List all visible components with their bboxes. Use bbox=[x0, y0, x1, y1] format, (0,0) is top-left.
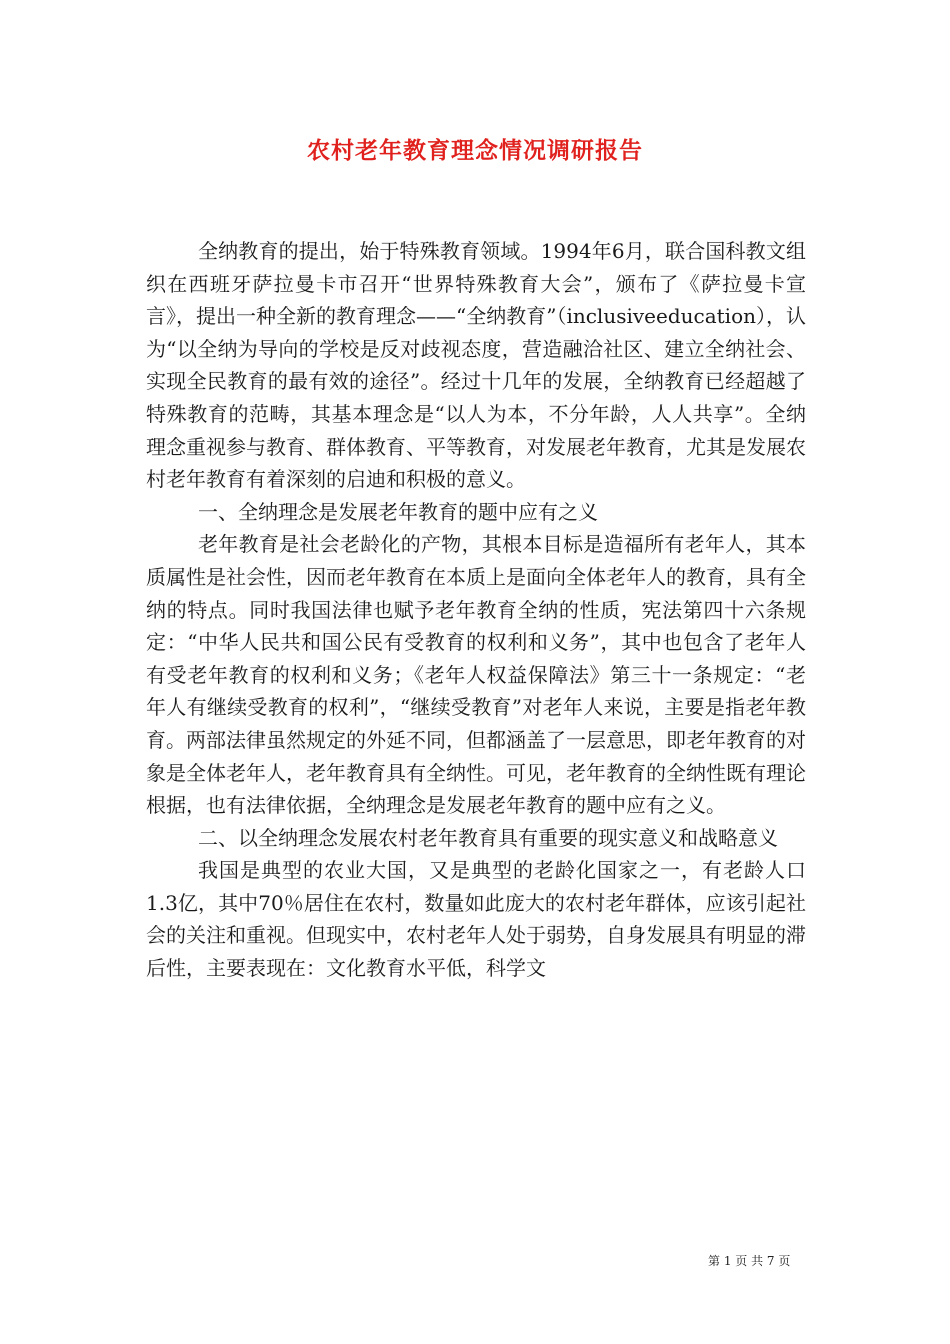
section-heading-1: 一、全纳理念是发展老年教育的题中应有之义 bbox=[198, 499, 598, 524]
paragraph-intro: 全纳教育的提出，始于特殊教育领域。1994年6月，联合国科教文组织在西班牙萨拉曼卡市召开“世界特殊教育大会”，颁布了《萨拉曼卡宣言》，提出一种全新的教育理念——“全纳教育”（inclusiveeducation），认为“以全纳为导向的学校是反对歧视态度，营造融洽社区、建立全纳社会、实现全民教育的最有效的途径”。经过十几年的发展，全纳教育已经超越了特殊教育的范畴，其基本理念是“以人为本，不分年龄，人人共享”。全纳理念重视参与教育、群体教育、平等教育，对发展老年教育，尤其是发展农村老年教育有着深刻的启迪和积极的意义。 bbox=[146, 239, 806, 492]
page-number: 第 1 页 共 7 页 bbox=[708, 1254, 791, 1268]
section-heading-2: 二、以全纳理念发展农村老年教育具有重要的现实意义和战略意义 bbox=[198, 825, 778, 850]
document-title: 农村老年教育理念情况调研报告 bbox=[307, 137, 643, 164]
document-body bbox=[146, 235, 806, 985]
paragraph-section-2: 我国是典型的农业大国，又是典型的老龄化国家之一，有老龄人口1.3亿，其中70％居住在农村，数量如此庞大的农村老年群体，应该引起社会的关注和重视。但现实中，农村老年人处于弱势，自身发展具有明显的滞后性，主要表现在：文化教育水平低，科学文 bbox=[146, 858, 806, 981]
paragraph-section-1: 老年教育是社会老龄化的产物，其根本目标是造福所有老年人，其本质属性是社会性，因而老年教育在本质上是面向全体老年人的教育，具有全纳的特点。同时我国法律也赋予老年教育全纳的性质，宪法第四十六条规定：“中华人民共和国公民有受教育的权利和义务”，其中也包含了老年人有受老年教育的权利和义务；《老年人权益保障法》第三十一条规定：“老年人有继续受教育的权利”，“继续受教育”对老年人来说，主要是指老年教育。两部法律虽然规定的外延不同，但都涵盖了一层意思，即老年教育的对象是全体老年人，老年教育具有全纳性。可见，老年教育的全纳性既有理论根据，也有法律依据，全纳理念是发展老年教育的题中应有之义。 bbox=[146, 532, 806, 818]
